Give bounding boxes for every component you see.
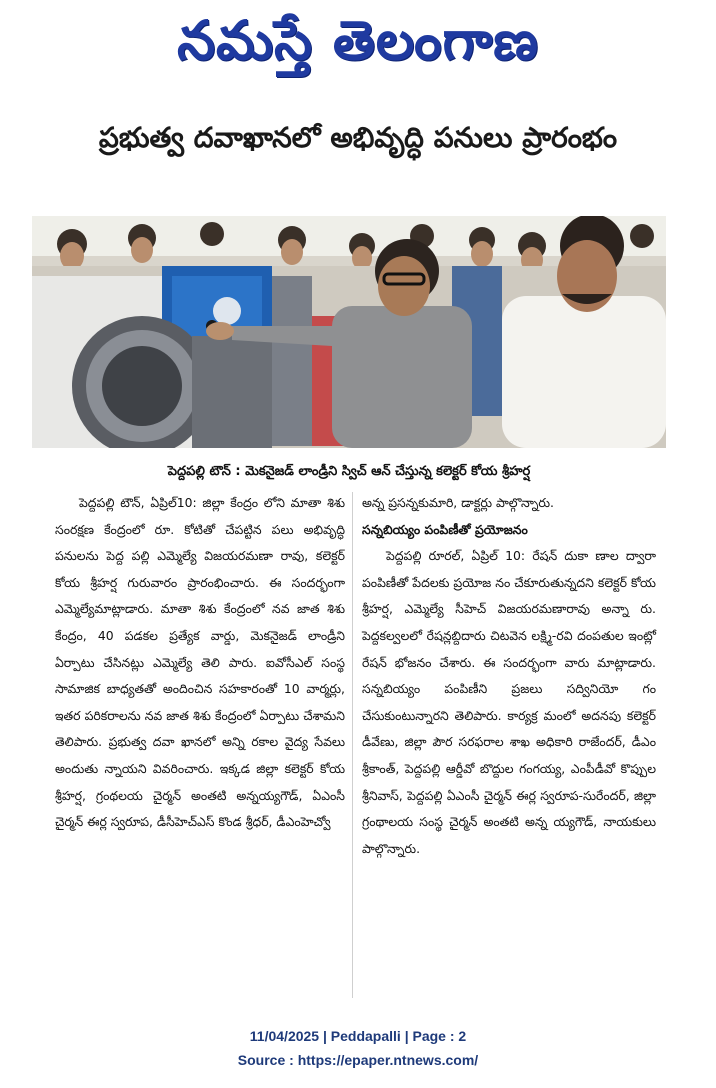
article-subheading: సన్నబియ్యం పంపిణీతో ప్రయోజనం [362,521,528,537]
news-photo [32,216,666,448]
article-column-right [362,490,656,862]
article-headline: ప్రభుత్వ దవాఖానలో అభివృద్ధి పనులు ప్రారంభం [98,121,618,154]
masthead [0,6,716,76]
column-divider [352,492,353,998]
photo-caption: పెద్దపల్లి టౌన్ : మెకనైజడ్ లాండ్రీని స్విచ్ ఆన్ చేస్తున్న కలెక్టర్ కోయ శ్రీహర్ష [167,464,531,479]
footer-date-edition: 11/04/2025 | Peddapalli | Page : 2 [249,1028,467,1044]
article-body-right: పెద్దపల్లి రూరల్, ఏప్రిల్ 10: రేషన్ దుకా ణాల ద్వారా పంపిణీతో పేదలకు ప్రయోజ నం చేకూరుతున్నదని కలెక్టర్ కోయ శ్రీహర్ష, ఎమ్మెల్యే సీహెచ్ విజయరమణారావు అన్నా రు. పెద్దకల్వలలో రేషన్లబ్దిదారు చిటవెన లక్ష్మి-రవి దంపతుల ఇంట్లో రేషన్ భోజనం చేశారు. ఈ సందర్భంగా వారు మాట్లాడారు. సన్నబియ్యం పంపిణీని ప్రజలు సద్వినియో గం చేసుకుంటున్నారని తెలిపారు. కార్యక్ర మంలో అదనపు కలెక్టర్ డీవేణు, జిల్లా పౌర సరఫరాల శాఖ అధికారి రాజేందర్, డీఎం శ్రీకాంత్, పెద్దపల్లి ఆర్డీవో బొద్దుల గంగయ్య, ఎంపీడీవో కొప్పుల శ్రీనివాస్, పెద్దపల్లి ఏఎంసీ చైర్మన్ ఈర్ల స్వరూప-సురేందర్, జిల్లా గ్రంథాలయ సంస్థ చైర్మన్ అంతటి అన్న య్యగౌడ్, నాయకులు పాల్గొన్నారు. [362,548,656,856]
article-column-left [55,490,345,836]
masthead-title: నమస్తే తెలంగాణ [177,9,539,72]
footer-source-link[interactable]: Source : https://epaper.ntnews.com/ [237,1052,479,1068]
article-body-left: పెద్దపల్లి టౌన్, ఏప్రిల్10: జిల్లా కేంద్రం లోని మాతా శిశు సంరక్షణ కేంద్రంలో రూ. కోటితో చేపట్టిన పలు అభివృద్ధి పనులను పెద్ద పల్లి ఎమ్మెల్యే విజయరమణా రావు, కలెక్టర్ కోయ శ్రీహర్ష గురువారం ప్రారంభించారు. ఈ సందర్భంగా ఎమ్మెల్యేమాట్లాడారు. మాతా శిశు కేంద్రంలో నవ జాత శిశు కేంద్రం, 40 పడకల ప్రత్యేక వార్డు, మెకనైజడ్ లాండ్రీని ఏర్పాటు చేసినట్లు ఎమ్మెల్యే తెలి పారు. ఐవోసీఎల్ సంస్థ సామాజిక బాధ్యతతో అందించిన సహకారంతో 10 వార్మర్లు, ఇతర పరికరాలను నవ జాత శిశు కేంద్రంలో ఏర్పాటు చేశామని తెలిపారు. ప్రభుత్వ దవా ఖానలో అన్ని రకాల వైద్య సేవలు అందుతు న్నాయని వివరించారు. ఇక్కడ జిల్లా కలెక్టర్ కోయ శ్రీహర్ష, గ్రంథలయ చైర్మన్ అంతటి అన్నయ్యగౌడ్, ఏఎంసీ చైర్మన్ ఈర్ల స్వరూప, డీసీహెచ్ఎస్ కొండ శ్రీధర్, డీఎంహెచ్వో [55,495,345,830]
page-footer [0,1024,716,1072]
photo-illustration [32,216,666,448]
article-body-right-top: అన్న ప్రసన్నకుమారి, డాక్టర్లు పాల్గొన్నారు. [362,495,554,510]
